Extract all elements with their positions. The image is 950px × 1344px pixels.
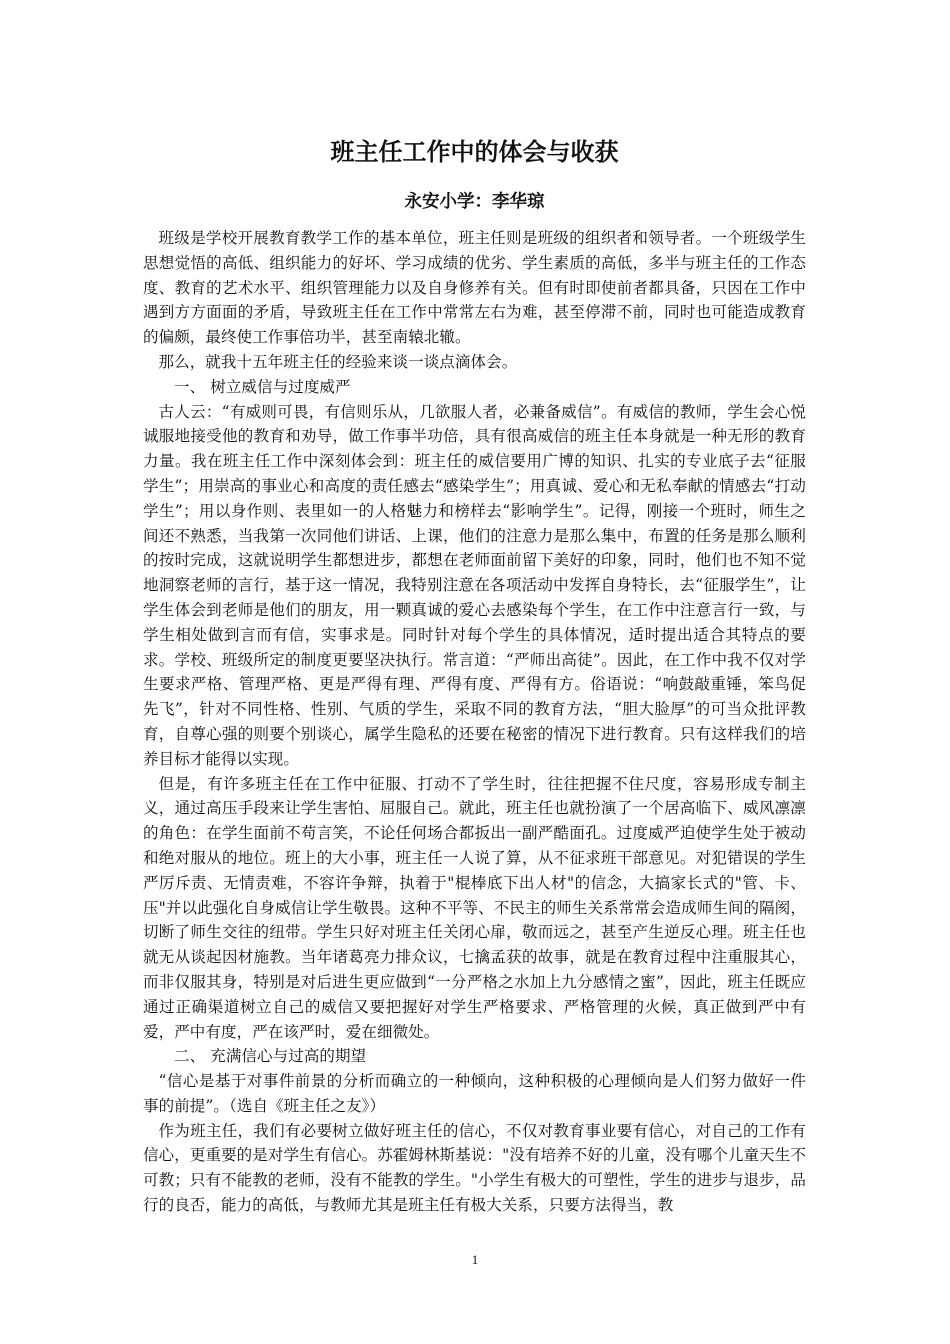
section-heading-1: 一、 树立威信与过度威严	[174, 377, 351, 396]
section-heading-2: 二、 充满信心与过高的期望	[174, 1047, 367, 1066]
document-content	[143, 132, 806, 1218]
document-author: 永安小学：李华琼	[404, 192, 545, 212]
paragraph-excessive-strictness: 但是，有许多班主任在工作中征服、打动不了学生时，往往把握不住尺度，容易形成专制主义，通过高压手段来让学生害怕、屈服自己。就此，班主任也就扮演了一个居高临下、威风凛凛的角色：在学生面前不苟言笑，不论任何场合都扳出一副严酷面孔。过度威严迫使学生处于被动和绝对服从的地位。班上的大小事，班主任一人说了算，从不征求班干部意见。对犯错误的学生严厉斥责、无情责难，不容许争辩，执着于"棍棒底下出人材"的信念，大搞家长式的"管、卡、压"并以此强化自身威信让学生敬畏。这种不平等、不民主的师生关系常常会造成师生间的隔阂，切断了师生交往的纽带。学生只好对班主任关闭心扉，敬而远之，甚至产生逆反心理。班主任也就无从谈起因材施教。当年诸葛亮力排众议，七擒孟获的故事，就是在教育过程中注重服其心，而非仅服其身，特别是对后进生更应做到“一分严格之水加上九分感情之蜜”，因此，班主任既应通过正确渠道树立自己的威信又要把握好对学生严格要求、严格管理的火候，真正做到严中有爱，严中有度，严在该严时，爱在细微处。	[143, 774, 806, 1041]
paragraph-quote: “信心是基于对事件前景的分析而确立的一种倾向，这种积极的心理倾向是人们努力做好一件事的前提”。（选自《班主任之友》）	[143, 1072, 806, 1115]
page-number: 1	[471, 1252, 479, 1267]
paragraph-lead-in: 那么，就我十五年班主任的经验来谈一谈点滴体会。	[158, 352, 518, 371]
document-body	[143, 226, 806, 1218]
paragraph-confidence: 作为班主任，我们有必要树立做好班主任的信心，不仅对教育事业要有信心，对自己的工作有信心，更重要的是对学生有信心。苏霍姆林斯基说："没有培养不好的儿童，没有哪个儿童天生不可教；只有不能教的老师，没有不能教的学生。"小学生有极大的可塑性，学生的进步与退步，品行的良否，能力的高低，与教师尤其是班主任有极大关系，只要方法得当，教	[143, 1121, 806, 1215]
document-title: 班主任工作中的体会与收获	[330, 137, 619, 166]
paragraph-intro: 班级是学校开展教育教学工作的基本单位，班主任则是班级的组织者和领导者。一个班级学生思想觉悟的高低、组织能力的好坏、学习成绩的优劣、学生素质的高低，多半与班主任的工作态度、教育的艺术水平、组织管理能力以及自身修养有关。但有时即使前者都具备，只因在工作中遇到方方面面的矛盾，导致班主任在工作中常常左右为难，甚至停滞不前，同时也可能造成教育的偏颇，最终使工作事倍功半，甚至南辕北辙。	[143, 229, 806, 347]
paragraph-authority: 古人云：“有威则可畏，有信则乐从，几欲服人者，必兼备威信”。有威信的教师，学生会心悦诚服地接受他的教育和劝导，做工作事半功倍，具有很高威信的班主任本身就是一种无形的教育力量。我在班主任工作中深刻体会到：班主任的威信要用广博的知识、扎实的专业底子去“征服学生”；用崇高的事业心和高度的责任感去“感染学生”；用真诚、爱心和无私奉献的情感去“打动学生”；用以身作则、表里如一的人格魅力和榜样去“影响学生”。记得，刚接一个班时，师生之间还不熟悉，当我第一次同他们讲话、上课，他们的注意力是那么集中，布置的任务是那么顺利的按时完成，这就说明学生都想进步，都想在老师面前留下美好的印象，同时，他们也不知不觉地洞察老师的言行，基于这一情况，我特别注意在各项活动中发挥自身特长，去“征服学生”，让学生体会到老师是他们的朋友，用一颗真诚的爱心去感染每个学生，在工作中注意言行一致，与学生相处做到言而有信，实事求是。同时针对每个学生的具体情况，适时提出适合其特点的要求。学校、班级所定的制度更要坚决执行。常言道：“严师出高徒”。因此，在工作中我不仅对学生要求严格、管理严格、更是严得有理、严得有度、严得有方。俗语说：“响鼓敲重锤，笨鸟促先飞”，针对不同性格、性别、气质的学生，采取不同的教育方法，“胆大脸厚”的可当众批评教育，自尊心强的则要个别谈心，属学生隐私的还要在秘密的情况下进行教育。只有这样我们的培养目标才能得以实现。	[143, 402, 806, 768]
